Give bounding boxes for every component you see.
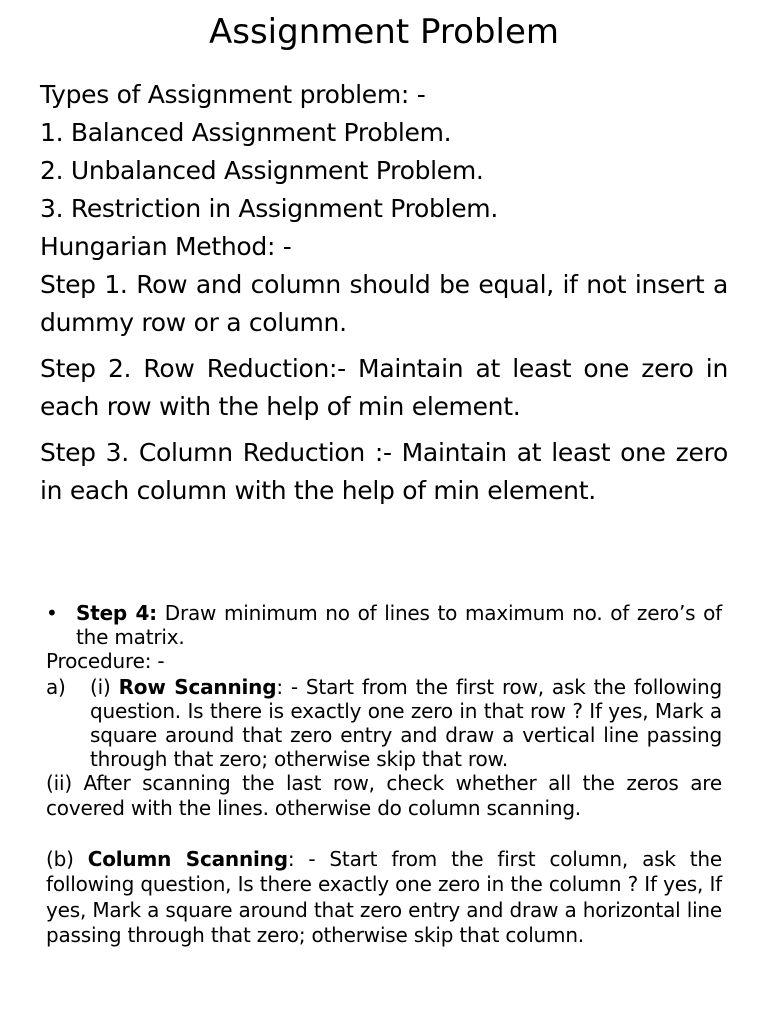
after-scanning-text: (ii) After scanning the last row, check whether all the zeros are covered with the lines. otherwise do column scanning. <box>46 770 722 820</box>
column-scanning-text <box>46 847 722 949</box>
step-4-description: Draw minimum no of lines to maximum no. of zero’s of the matrix. <box>76 601 722 649</box>
row-scanning-prefix: (i) <box>90 674 119 699</box>
row-scanning-marker: a) <box>46 674 66 699</box>
procedure-heading: Procedure: - <box>46 649 165 673</box>
type-item-restriction: 3. Restriction in Assignment Problem. <box>40 194 498 223</box>
spacer <box>46 822 722 847</box>
step-3-text: Step 3. Column Reduction :- Maintain at least one zero in each column with the help of min element. <box>40 438 728 505</box>
step-4-label: Step 4: <box>76 601 157 625</box>
overview-section <box>40 76 728 510</box>
type-item-balanced: 1. Balanced Assignment Problem. <box>40 118 452 147</box>
row-scanning-description: : - Start from the first row, ask the following question. Is there is exactly one zero in that row ? If yes, Mark a square around that zero entry and draw a vertical line passing through that zero; otherwise skip that row. <box>90 674 722 771</box>
type-item-unbalanced: 2. Unbalanced Assignment Problem. <box>40 156 484 185</box>
types-heading: Types of Assignment problem: - <box>40 80 426 109</box>
procedure-section <box>46 601 722 949</box>
page-title: Assignment Problem <box>209 12 559 52</box>
bullet-icon: • <box>46 601 58 625</box>
column-scanning-label: Column Scanning <box>87 846 288 871</box>
step-4-text <box>76 601 722 649</box>
step-1-text: Step 1. Row and column should be equal, if not insert a dummy row or a column. <box>40 270 728 337</box>
row-scanning-item <box>46 675 722 771</box>
step-4-bullet <box>46 601 722 649</box>
row-scanning-label: Row Scanning <box>118 674 277 699</box>
column-scanning-prefix: (b) <box>46 846 88 871</box>
column-scanning-description: : - Start from the first column, ask the following question, Is there exactly one zero in the column ? If yes, If yes, Mark a square around that zero entry and draw a horizontal line passing through that zero; otherwise skip that column. <box>46 846 722 947</box>
hungarian-heading: Hungarian Method: - <box>40 232 292 261</box>
row-scanning-text <box>90 675 722 771</box>
step-2-text: Step 2. Row Reduction:- Maintain at least one zero in each row with the help of min element. <box>40 354 728 421</box>
